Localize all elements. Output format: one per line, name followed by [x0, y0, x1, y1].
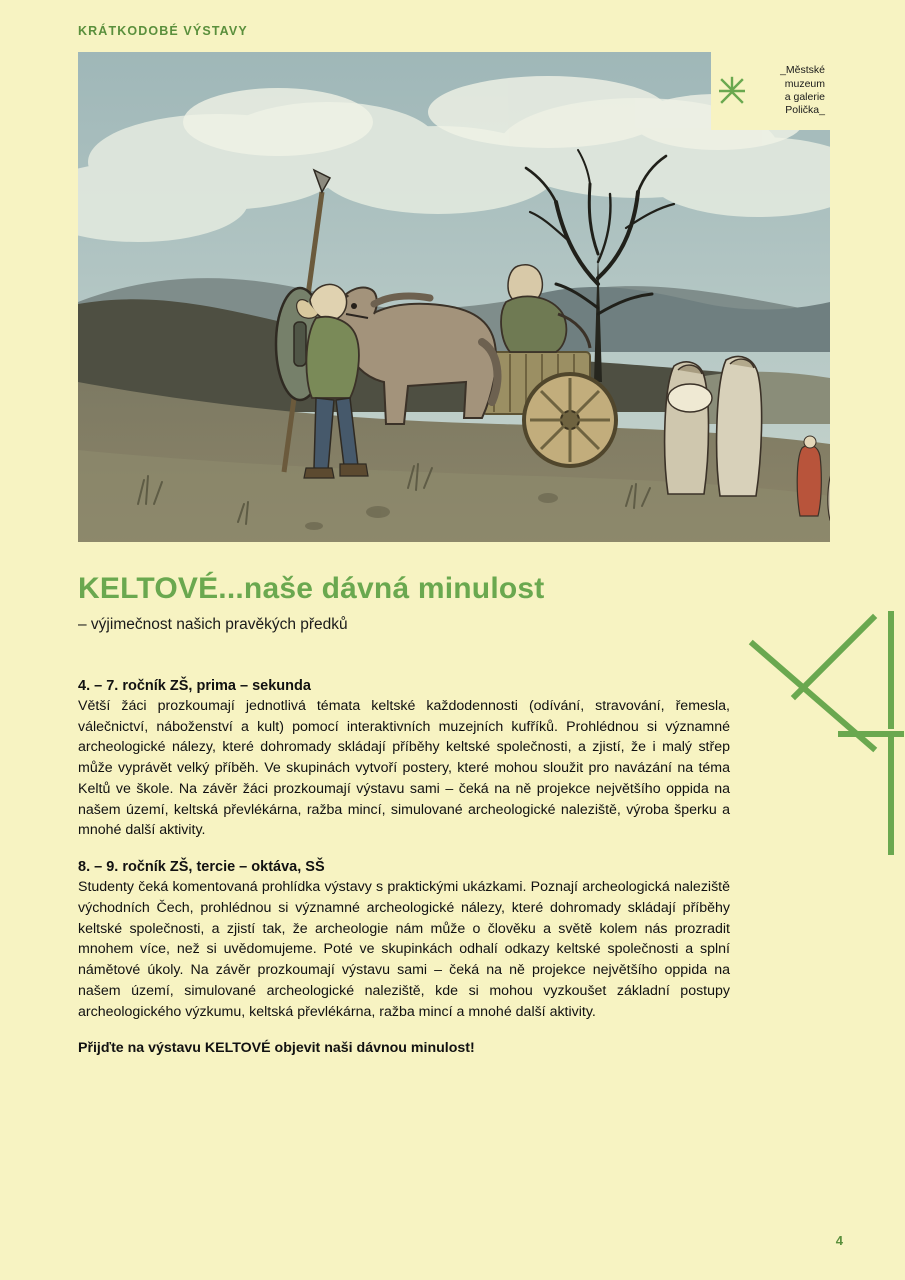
program-section-1-heading: 4. – 7. ročník ZŠ, prima – sekunda: [78, 678, 311, 694]
page-number: 4: [835, 1233, 843, 1248]
call-to-action: Přijďte na výstavu KELTOVÉ objevit naši dávnou minulost!: [78, 1040, 475, 1057]
section-kicker: KRÁTKODOBÉ VÝSTAVY: [78, 24, 248, 38]
program-section-1: [78, 678, 730, 841]
program-section-2-text: Studenty čeká komentovaná prohlídka výstavy s praktickými ukázkami. Poznají archeologická naleziště východních Čech, prohlédnou si významné archeologické nálezy, které dohromady skládají příběhy keltské společnosti, a zjistí tak, že archeologie nám může o člověku a světě kolem nás prozradit mnohem více, než si uvědomujeme. Poté ve skupinkách odhalí odkazy keltské společnosti a splní námětové úkoly. Na závěr prozkoumají výstavu sami – čeká na ně projekce největšího oppida na našem území, simulované archeologické naleziště, kde si mohou vyzkoušet základní postupy archeologického výzkumu, keltská převlékárna, ražba mincí a mnohé další aktivity.: [78, 879, 730, 1020]
logo-line-4: Polička_: [785, 104, 825, 117]
page-subtitle: – výjimečnost našich pravěkých předků: [78, 616, 348, 633]
program-section-2-heading: 8. – 9. ročník ZŠ, tercie – oktáva, SŠ: [78, 859, 325, 876]
logo-line-1: _Městské: [780, 64, 825, 77]
page-title: KELTOVÉ...naše dávná minulost: [78, 572, 545, 605]
logo-line-2: muzeum: [784, 77, 825, 90]
logo-line-3: a galerie: [784, 91, 825, 103]
museum-asterisk-mark: [719, 76, 745, 106]
program-section-1-text: Větší žáci prozkoumají jednotlivá témata keltské každodennosti (odívání, stravování, řemesla, válečnictví, náboženství a kult) pomocí interaktivních muzejních kufříků. Prohlédnou si významné archeologické nálezy, které dohromady skládají příběhy keltské společnosti, a zjistí, že i malý střep může vyprávět velký příběh. Ve skupinách vytvoří postery, které mohou sloužit pro navázání na téma Keltů ve škole. Na závěr žáci prozkoumají výstavu sami – čeká na ně projekce největšího oppida na našem území, keltská převlékárna, ražba mincí, simulované archeologické naleziště, výroba šperku a mnohé další aktivity.: [78, 698, 730, 839]
decorative-asterisk-mark: [745, 608, 905, 858]
museum-logo-text: [751, 64, 825, 118]
program-section-2: [78, 859, 730, 1022]
museum-logo: [711, 52, 831, 130]
content-body: [78, 678, 730, 1056]
